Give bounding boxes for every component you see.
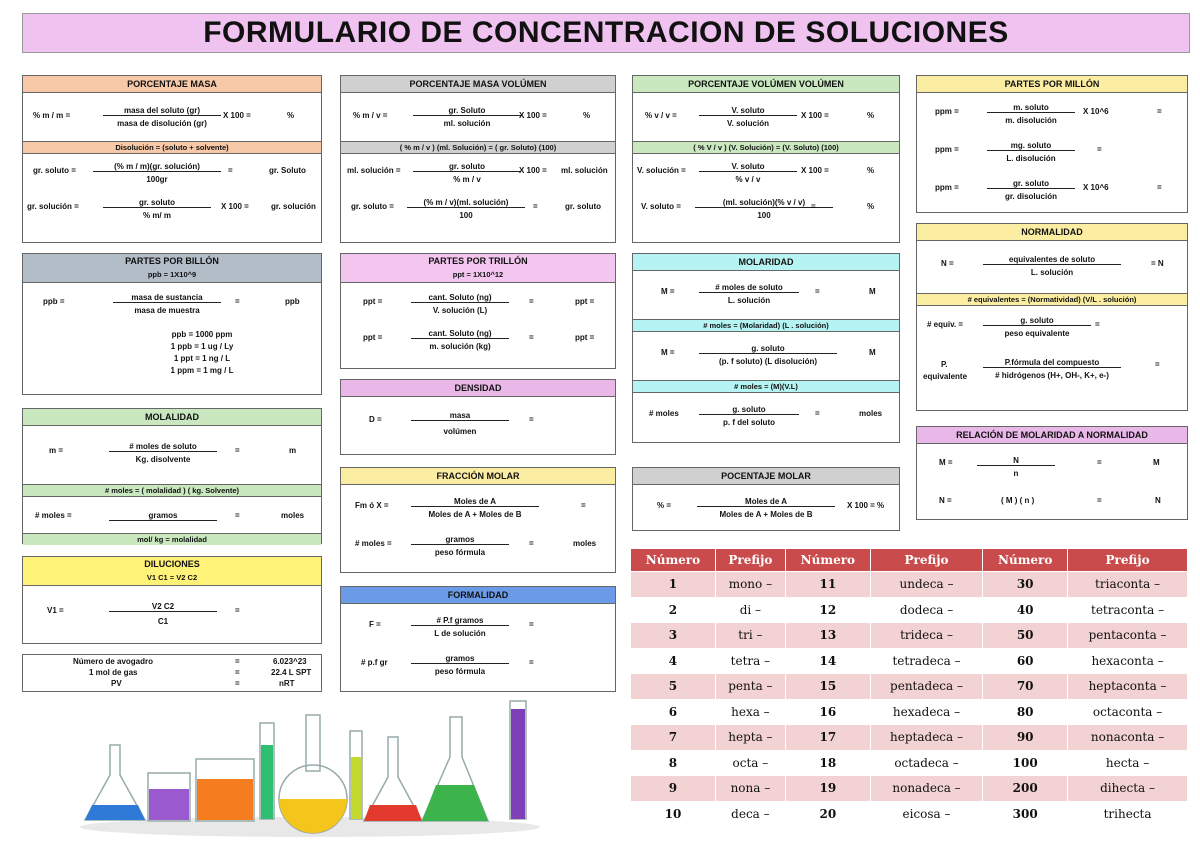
number-cell: 4 <box>631 648 716 674</box>
formula-result: % <box>583 111 591 120</box>
formula-lhs: equivalente <box>923 372 968 381</box>
constant-equals: = <box>235 668 240 677</box>
formalidad-card <box>340 586 616 692</box>
number-cell: 2 <box>631 597 716 623</box>
prefix-cell: hexadeca – <box>870 699 982 725</box>
porcentaje-masa-card <box>22 75 322 243</box>
formula-result: m <box>289 446 297 455</box>
formula-numerator: g. soluto <box>699 405 799 415</box>
prefix-cell: hexa – <box>715 699 785 725</box>
card-header-block <box>341 254 615 283</box>
card-header: MOLALIDAD <box>23 409 321 426</box>
formula-lhs: # moles <box>649 409 679 418</box>
formula-lhs: N = <box>939 496 952 505</box>
formula-numerator: gramos <box>411 535 509 545</box>
prefix-cell: di – <box>715 597 785 623</box>
formula-denominator: Moles de A + Moles de B <box>719 510 813 519</box>
card-subheader: # equivalentes = (Normatividad) (V/L . solución) <box>917 293 1187 306</box>
formula-lhs: ppt = <box>363 333 383 342</box>
formula-denominator: L. disolución <box>1006 154 1056 163</box>
number-cell: 3 <box>631 623 716 649</box>
formula-lhs: F = <box>369 620 381 629</box>
constant-equals: = <box>235 679 240 688</box>
number-cell: 20 <box>785 801 870 827</box>
formula-lhs: % = <box>657 501 672 510</box>
formula-equals: = <box>581 501 586 510</box>
formula-result: = <box>1097 145 1102 154</box>
normalidad-card <box>916 223 1188 411</box>
formula-lhs: Fm ó X = <box>355 501 389 510</box>
formula-multiplier: X 100 = <box>221 202 249 211</box>
prefix-cell: tri – <box>715 623 785 649</box>
card-header-block <box>23 254 321 283</box>
constant-value: 22.4 L SPT <box>271 668 312 677</box>
formula-denominator: gr. disolución <box>1004 192 1057 201</box>
formula-lhs: M = <box>939 458 953 467</box>
formula-numerator: g. soluto <box>699 344 837 354</box>
formula-denominator: 100 <box>757 211 771 220</box>
formula-numerator: # moles de soluto <box>699 283 799 293</box>
formula-numerator: # P.f gramos <box>411 616 509 626</box>
formula-result: ppb <box>285 297 300 306</box>
formula-numerator: Moles de A <box>697 497 835 507</box>
number-cell: 8 <box>631 750 716 776</box>
table-row <box>631 648 1188 674</box>
formula-multiplier: X 100 = <box>801 166 829 175</box>
formula-lhs: D = <box>369 415 382 424</box>
number-cell: 10 <box>631 801 716 827</box>
formula-result: gr. solución <box>271 202 316 211</box>
card-subheader: # moles = (M)(V.L) <box>633 380 899 393</box>
table-row <box>631 674 1188 700</box>
formula-result: gr. Soluto <box>269 166 306 175</box>
relacion-molaridad-normalidad-card <box>916 426 1188 520</box>
formula-numerator: gr. soluto <box>413 162 521 172</box>
formula-result: gr. soluto <box>565 202 601 211</box>
formula-denominator: Moles de A + Moles de B <box>428 510 522 519</box>
card-subheader: # moles = (Molaridad) (L . solución) <box>633 319 899 332</box>
formula-result: = <box>1095 320 1100 329</box>
prefix-cell: pentadeca – <box>870 674 982 700</box>
formula-numerator: (% m / v)(ml. solución) <box>407 198 525 208</box>
formula-result: moles <box>573 539 597 548</box>
number-cell: 19 <box>785 776 870 802</box>
formula-numerator: N <box>977 456 1055 466</box>
formula-equals: = <box>529 620 534 629</box>
formula-denominator: V. solución (L) <box>432 306 488 315</box>
formula-lhs: ppt = <box>363 297 383 306</box>
formula-numerator: V. soluto <box>699 106 797 116</box>
card-header: RELACIÓN DE MOLARIDAD A NORMALIDAD <box>917 427 1187 444</box>
card-header: PORCENTAJE MASA VOLÚMEN <box>341 76 615 93</box>
number-cell: 300 <box>983 801 1068 827</box>
prefix-cell: tetraconta – <box>1068 597 1188 623</box>
card-header: PORCENTAJE MASA <box>23 76 321 93</box>
equivalence-line: 1 ppt = 1 ng / L <box>173 354 231 363</box>
formula-lhs: ppm = <box>935 145 959 154</box>
table-row <box>631 572 1188 598</box>
formula-equals: = <box>815 409 820 418</box>
formula-numerator: mg. soluto <box>987 141 1075 151</box>
number-cell: 15 <box>785 674 870 700</box>
card-header: MOLARIDAD <box>633 254 899 271</box>
card-header: FRACCIÓN MOLAR <box>341 468 615 485</box>
prefix-cell: octadeca – <box>870 750 982 776</box>
formula-lhs: P. <box>941 360 948 369</box>
formula-equals: = <box>529 415 534 424</box>
formula-result: = <box>1157 183 1162 192</box>
formula-numerator: masa de sustancia <box>113 293 221 303</box>
formula-numerator: gr. soluto <box>987 179 1075 189</box>
formula-result: ppt = <box>575 297 595 306</box>
prefix-cell: undeca – <box>870 572 982 598</box>
formula-denominator: V. solución <box>727 119 769 128</box>
table-row <box>631 623 1188 649</box>
formula-result: % <box>867 202 875 211</box>
formula-denominator: peso fórmula <box>434 667 486 676</box>
formula-lhs: % v / v = <box>645 111 677 120</box>
number-cell: 18 <box>785 750 870 776</box>
formula-lhs: gr. soluto = <box>33 166 76 175</box>
formula-result: moles <box>281 511 305 520</box>
formula-numerator: gramos <box>411 654 509 664</box>
formula-equals: = <box>529 333 534 342</box>
prefix-cell: penta – <box>715 674 785 700</box>
formula-denominator: # hidrógenos (H+, OH-, K+, e-) <box>995 371 1109 380</box>
card-header: DENSIDAD <box>341 380 615 397</box>
prefix-cell: deca – <box>715 801 785 827</box>
card-header: FORMALIDAD <box>341 587 615 604</box>
formula-denominator: % v / v <box>735 175 761 184</box>
formula-denominator: 100gr <box>146 175 168 184</box>
formula-denominator: peso equivalente <box>1004 329 1070 338</box>
column-header: Prefijo <box>715 549 785 572</box>
formula-numerator: m. soluto <box>987 103 1075 113</box>
formula-denominator: C1 <box>157 617 169 626</box>
formula-lhs: ml. solución = <box>347 166 401 175</box>
formula-multiplier: X 100 = <box>223 111 251 120</box>
formula-denominator: ml. solución <box>443 119 491 128</box>
formula-result: M <box>869 287 876 296</box>
constant-value: nRT <box>279 679 295 688</box>
formula-equals: = <box>529 658 534 667</box>
prefix-cell: hepta – <box>715 725 785 751</box>
prefix-cell: heptaconta – <box>1068 674 1188 700</box>
equivalence-line: 1 ppb = 1 ug / Ly <box>170 342 234 351</box>
formula-multiplier: X 100 = <box>801 111 829 120</box>
formula-denominator: (p. f soluto) (L disolución) <box>718 357 818 366</box>
card-subheader: ( % m / v ) (ml. Solución) = ( gr. Soluto) (100) <box>341 141 615 154</box>
porcentaje-masa-volumen-card <box>340 75 616 243</box>
formula-result: moles <box>859 409 883 418</box>
table-row <box>631 725 1188 751</box>
densidad-card <box>340 379 616 455</box>
number-cell: 6 <box>631 699 716 725</box>
formula-multiplier: X 100 = % <box>847 501 885 510</box>
ppb-equivalences <box>23 323 321 377</box>
formula-equals: = <box>811 202 816 211</box>
formula-numerator: equivalentes de soluto <box>983 255 1121 265</box>
table-row <box>631 750 1188 776</box>
formula-denominator: L de solución <box>434 629 486 638</box>
formula-lhs: M = <box>661 348 675 357</box>
formula-lhs: % m / v = <box>353 111 388 120</box>
prefix-cell: octaconta – <box>1068 699 1188 725</box>
number-cell: 1 <box>631 572 716 598</box>
prefix-cell: trihecta <box>1068 801 1188 827</box>
formula-result: N <box>1155 496 1161 505</box>
formula-numerator: (% m / m)(gr. solución) <box>93 162 221 172</box>
card-subheader: ppb = 1X10^9 <box>147 270 197 279</box>
prefix-table <box>630 548 1188 827</box>
formula-denominator: m. solución (kg) <box>429 342 491 351</box>
formula-numerator: masa del soluto (gr) <box>103 106 221 116</box>
formula-lhs: V1 = <box>47 606 64 615</box>
number-cell: 12 <box>785 597 870 623</box>
formula-numerator: V. soluto <box>699 162 797 172</box>
formula-denominator: volúmen <box>443 427 477 436</box>
formula-lhs: # equiv. = <box>927 320 964 329</box>
formula-result: % <box>867 166 875 175</box>
avogadro-card <box>22 654 322 692</box>
formula-numerator: masa <box>411 411 509 421</box>
column-header: Número <box>631 549 716 572</box>
formula-numerator: V2 C2 <box>109 602 217 612</box>
card-footer: mol/ kg = molalidad <box>23 533 321 545</box>
constant-value: 6.023^23 <box>273 657 307 666</box>
card-subheader: # moles = ( molalidad ) ( kg. Solvente) <box>23 484 321 497</box>
number-cell: 9 <box>631 776 716 802</box>
prefix-cell: hecta – <box>1068 750 1188 776</box>
number-cell: 200 <box>983 776 1068 802</box>
card-subheader: ( % V / v ) (V. Solución) = (V. Soluto) (100) <box>633 141 899 154</box>
formula-equals: = <box>235 606 240 615</box>
equivalence-line: 1 ppm = 1 mg / L <box>170 366 234 375</box>
partes-por-millon-card <box>916 75 1188 213</box>
formula-equals: = <box>235 511 240 520</box>
formula-lhs: V. solución = <box>637 166 686 175</box>
porcentaje-molar-card <box>632 467 900 531</box>
number-cell: 13 <box>785 623 870 649</box>
formula-numerator: (ml. solución)(% v / v) <box>695 198 833 208</box>
prefix-cell: trideca – <box>870 623 982 649</box>
card-header-block <box>23 557 321 586</box>
table-header-row <box>631 549 1188 572</box>
formula-numerator: gramos <box>109 511 217 521</box>
constant-equals: = <box>235 657 240 666</box>
formula-lhs: m = <box>49 446 64 455</box>
formula-lhs: % m / m = <box>33 111 71 120</box>
glassware-svg <box>70 695 550 845</box>
formula-result: = N <box>1151 259 1164 268</box>
formula-result: ml. solución <box>561 166 608 175</box>
number-cell: 60 <box>983 648 1068 674</box>
constant-label: Número de avogadro <box>73 657 154 666</box>
formula-denominator: masa de muestra <box>134 306 200 315</box>
formula-lhs: gr. solución = <box>27 202 79 211</box>
prefix-cell: heptadeca – <box>870 725 982 751</box>
prefix-cell: triaconta – <box>1068 572 1188 598</box>
formula-lhs: N = <box>941 259 954 268</box>
number-cell: 17 <box>785 725 870 751</box>
formula-lhs: ppm = <box>935 183 959 192</box>
prefix-cell: nonadeca – <box>870 776 982 802</box>
card-header: PARTES POR TRILLÓN <box>428 256 528 266</box>
formula-denominator: 100 <box>459 211 473 220</box>
formula-equals: = <box>529 539 534 548</box>
formula-lhs: ppb = <box>43 297 65 306</box>
column-header: Número <box>785 549 870 572</box>
formula-denominator: peso fórmula <box>434 548 486 557</box>
number-cell: 100 <box>983 750 1068 776</box>
table-row <box>631 699 1188 725</box>
formula-numerator: gr. Soluto <box>413 106 521 116</box>
partes-por-trillon-card <box>340 253 616 369</box>
number-cell: 14 <box>785 648 870 674</box>
formula-result: % <box>287 111 295 120</box>
card-header: POCENTAJE MOLAR <box>633 468 899 485</box>
formula-lhs: # moles = <box>355 539 392 548</box>
lab-glassware-illustration <box>70 695 550 845</box>
table-row <box>631 776 1188 802</box>
card-header: NORMALIDAD <box>917 224 1187 241</box>
formula-numerator: g. soluto <box>983 316 1091 326</box>
equivalence-line: ppb = 1000 ppm <box>171 330 233 339</box>
formula-denominator: p. f del soluto <box>723 418 775 427</box>
formula-multiplier: X 100 = <box>519 111 547 120</box>
formula-denominator: m. disolución <box>1005 116 1057 125</box>
card-header: PORCENTAJE VOLÚMEN VOLÚMEN <box>633 76 899 93</box>
formula-equals: = <box>235 297 240 306</box>
formula-multiplier: X 10^6 <box>1083 183 1109 192</box>
formula-denominator: n <box>1013 469 1019 478</box>
prefix-table-body <box>631 572 1188 827</box>
formula-numerator: gr. soluto <box>103 198 211 208</box>
constant-label: PV <box>111 679 122 688</box>
formula-denominator: % m / v <box>453 175 481 184</box>
card-header: DILUCIONES <box>144 559 200 569</box>
prefix-cell: nona – <box>715 776 785 802</box>
formula-lhs: V. soluto = <box>641 202 681 211</box>
formula-numerator: cant. Soluto (ng) <box>411 329 509 339</box>
prefix-cell: eicosa – <box>870 801 982 827</box>
formula-equals: = <box>815 287 820 296</box>
prefix-cell: dodeca – <box>870 597 982 623</box>
formula-denominator: L. solución <box>1030 268 1074 277</box>
formula-result: = <box>1155 360 1160 369</box>
constant-label: 1 mol de gas <box>89 668 138 677</box>
formula-multiplier: X 10^6 <box>1083 107 1109 116</box>
number-cell: 40 <box>983 597 1068 623</box>
formula-numerator: cant. Soluto (ng) <box>411 293 509 303</box>
number-cell: 90 <box>983 725 1068 751</box>
partes-por-billon-card <box>22 253 322 395</box>
fraccion-molar-card <box>340 467 616 573</box>
formula-result: % <box>867 111 875 120</box>
column-header: Prefijo <box>1068 549 1188 572</box>
formula-equals: = <box>1097 458 1102 467</box>
column-header: Prefijo <box>870 549 982 572</box>
number-cell: 30 <box>983 572 1068 598</box>
formula-denominator: L. solución <box>727 296 771 305</box>
prefix-cell: pentaconta – <box>1068 623 1188 649</box>
formula-denominator: Kg. disolvente <box>135 455 191 464</box>
prefix-cell: mono – <box>715 572 785 598</box>
formula-equals: = <box>235 446 240 455</box>
formula-numerator: P.fórmula del compuesto <box>983 358 1121 368</box>
card-header: PARTES POR BILLÓN <box>125 256 219 266</box>
molaridad-card <box>632 253 900 443</box>
formula-equals: = <box>529 297 534 306</box>
formula-multiplier: X 100 = <box>519 166 547 175</box>
formula-result: ppt = <box>575 333 595 342</box>
formula-denominator: masa de disolución (gr) <box>117 119 207 128</box>
formula-result: M <box>869 348 876 357</box>
number-cell: 80 <box>983 699 1068 725</box>
card-header: PARTES POR MILLÓN <box>917 76 1187 93</box>
formula-lhs: gr. soluto = <box>351 202 394 211</box>
number-cell: 5 <box>631 674 716 700</box>
number-cell: 50 <box>983 623 1068 649</box>
formula-product: ( M ) ( n ) <box>1001 496 1035 505</box>
prefix-cell: nonaconta – <box>1068 725 1188 751</box>
card-subheader: Disolución = (soluto + solvente) <box>23 141 321 154</box>
formula-numerator: Moles de A <box>411 497 539 507</box>
formula-lhs: # p.f gr <box>361 658 388 667</box>
prefix-cell: octa – <box>715 750 785 776</box>
number-cell: 16 <box>785 699 870 725</box>
number-cell: 11 <box>785 572 870 598</box>
formula-equals: = <box>228 166 233 175</box>
porcentaje-volumen-volumen-card <box>632 75 900 243</box>
formula-result: M <box>1153 458 1160 467</box>
formula-lhs: M = <box>661 287 675 296</box>
prefix-cell: dihecta – <box>1068 776 1188 802</box>
page-title: FORMULARIO DE CONCENTRACION DE SOLUCIONES <box>22 13 1190 53</box>
formula-equals: = <box>1097 496 1102 505</box>
diluciones-card <box>22 556 322 644</box>
card-subheader: V1 C1 = V2 C2 <box>146 573 198 582</box>
column-header: Número <box>983 549 1068 572</box>
number-cell: 7 <box>631 725 716 751</box>
prefix-cell: hexaconta – <box>1068 648 1188 674</box>
formula-equals: = <box>533 202 538 211</box>
table-row <box>631 597 1188 623</box>
table-row <box>631 801 1188 827</box>
prefix-cell: tetra – <box>715 648 785 674</box>
number-cell: 70 <box>983 674 1068 700</box>
formula-lhs: ppm = <box>935 107 959 116</box>
formula-numerator: # moles de soluto <box>109 442 217 452</box>
molalidad-card <box>22 408 322 544</box>
formula-denominator: % m/ m <box>142 211 171 220</box>
prefix-cell: tetradeca – <box>870 648 982 674</box>
card-subheader: ppt = 1X10^12 <box>452 270 504 279</box>
formula-lhs: # moles = <box>35 511 72 520</box>
formula-result: = <box>1157 107 1162 116</box>
